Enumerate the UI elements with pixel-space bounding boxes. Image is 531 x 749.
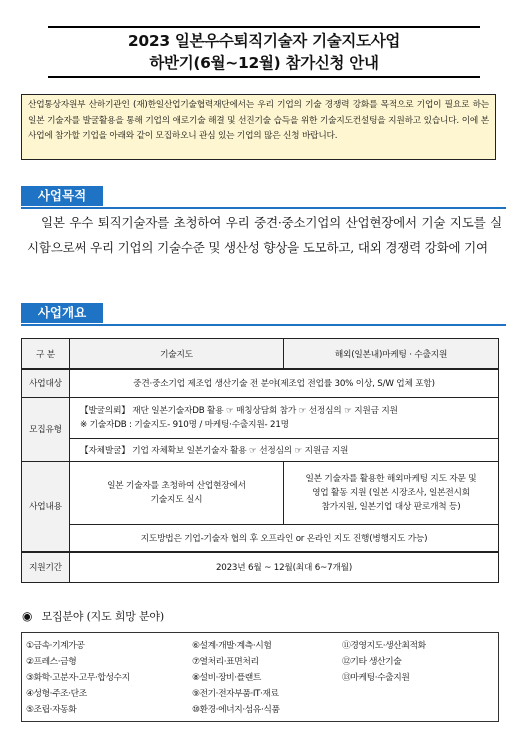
title-line-2: 하반기(6월~12월) 참가신청 안내 <box>149 54 379 72</box>
areas-column-2 <box>192 638 280 718</box>
header-tech-guidance: 기술지도 <box>70 339 284 370</box>
list-item: ⑫기타 생산기술 <box>342 657 402 667</box>
row-label-period: 지원기간 <box>22 552 70 583</box>
list-item: ⑧설비·장비·플랜트 <box>192 673 261 683</box>
list-item: ⑨전기·전자부품·IT·재료 <box>192 689 279 699</box>
section-divider <box>21 207 506 209</box>
section-purpose-header <box>21 186 506 206</box>
content-method: 지도방법은 기업-기술자 협의 후 오프라인 or 온라인 지도 진행(병행지도 가능) <box>70 524 499 552</box>
areas-subtitle: (지도 희망 분야) <box>86 610 164 623</box>
content-tech-line-1: 일본 기술자를 초청하여 산업현장에서 <box>107 480 246 491</box>
table-header-row <box>22 339 499 370</box>
list-item: ⑤조립·자동화 <box>26 705 77 715</box>
title-line-1: 2023 일본우수퇴직기술자 기술지도사업 <box>127 32 401 50</box>
list-item: ③화학·고분자·고무·합성수지 <box>26 673 130 683</box>
table-row <box>22 524 499 552</box>
section-purpose-title: 사업목적 <box>21 186 103 206</box>
content-tech-line-2: 기술지도 실시 <box>150 494 203 505</box>
table-row <box>22 461 499 524</box>
list-item: ⑥설계·개발·계측·시험 <box>192 641 272 651</box>
row-label-content: 사업내용 <box>22 461 70 552</box>
areas-heading <box>22 608 164 624</box>
row-label-recruit: 모집유형 <box>22 397 70 461</box>
recruit-line-2: ※ 기술자DB : 기술지도- 910명 / 마케팅·수출지원- 21명 <box>80 419 289 430</box>
content-marketing-line-3: 참가지원, 일본기업 대상 판로개척 등) <box>321 501 461 512</box>
header-marketing: 해외(일본내)마케팅 · 수출지원 <box>284 339 499 370</box>
areas-title: 모집분야 <box>41 610 84 623</box>
header-category: 구 분 <box>22 339 70 370</box>
overview-table <box>21 338 499 583</box>
row-label-target: 사업대상 <box>22 369 70 397</box>
list-item: ⑪경영지도·생산최적화 <box>342 641 426 651</box>
content-marketing-line-2: 영업 활동 지원 (일본 시장조사, 일본전시회 <box>312 487 470 498</box>
table-row <box>22 438 499 461</box>
list-item: ⑩환경·에너지·섬유·식품 <box>192 705 280 715</box>
areas-column-3 <box>342 638 426 686</box>
period-value: 2023년 6월 ~ 12월(최대 6~7개월) <box>70 552 499 583</box>
recruit-self-discovery: 【자체발굴】 기업 자체확보 일본기술자 활용 ☞ 선정심의 ☞ 지원금 지원 <box>70 438 499 461</box>
recruit-discovery-request <box>70 397 499 438</box>
list-item: ⑦열처리·표면처리 <box>192 657 259 667</box>
table-row <box>22 369 499 397</box>
section-overview-header <box>21 303 506 323</box>
list-item: ⑬마케팅·수출지원 <box>342 673 410 683</box>
list-item: ②프레스·금형 <box>26 657 77 667</box>
content-tech <box>70 461 284 524</box>
content-marketing <box>284 461 499 524</box>
list-item: ①금속·기계가공 <box>26 641 85 651</box>
recruit-line-1: 【발굴의뢰】 재단 일본기술자DB 활용 ☞ 매칭상담회 참가 ☞ 선정심의 ☞ 지원금 지원 <box>80 405 398 416</box>
content-marketing-line-1: 일본 기술자를 활용한 해외마케팅 지도 자문 및 <box>305 473 477 484</box>
section-divider <box>21 324 506 326</box>
table-row <box>22 552 499 583</box>
intro-notice: 산업통상자원부 산하기관인 (재)한일산업기술협력재단에서는 우리 기업의 기술 경쟁력 강화를 목적으로 기업이 필요로 하는 일본 기술자를 발굴활용을 통해 기업의 애로기술 해결 및 선진기술 습득을 위한 기술지도컨설팅을 지원하고 있습니다. 이에 본 사업에 참가할 기업을 아래와 같이 모집하오니 관심 있는 기업의 많은 신청 바랍니다. <box>21 94 496 160</box>
areas-box <box>21 632 499 722</box>
target-value: 중견·중소기업 제조업 생산기술 전 분야(제조업 전업률 30% 이상, S/W 업체 포함) <box>70 369 499 397</box>
section-overview-title: 사업개요 <box>21 303 103 323</box>
table-row <box>22 397 499 438</box>
areas-column-1 <box>26 638 130 718</box>
document-title <box>48 26 480 78</box>
bullet-icon: ◉ <box>22 609 33 623</box>
list-item: ④성형·주조·단조 <box>26 689 87 699</box>
purpose-text: 일본 우수 퇴직기술자를 초청하여 우리 중견·중소기업의 산업현장에서 기술 지도를 실시함으로써 우리 기업의 기술수준 및 생산성 향상을 도모하고, 대외 경쟁력 강화에 기여 <box>27 215 502 255</box>
